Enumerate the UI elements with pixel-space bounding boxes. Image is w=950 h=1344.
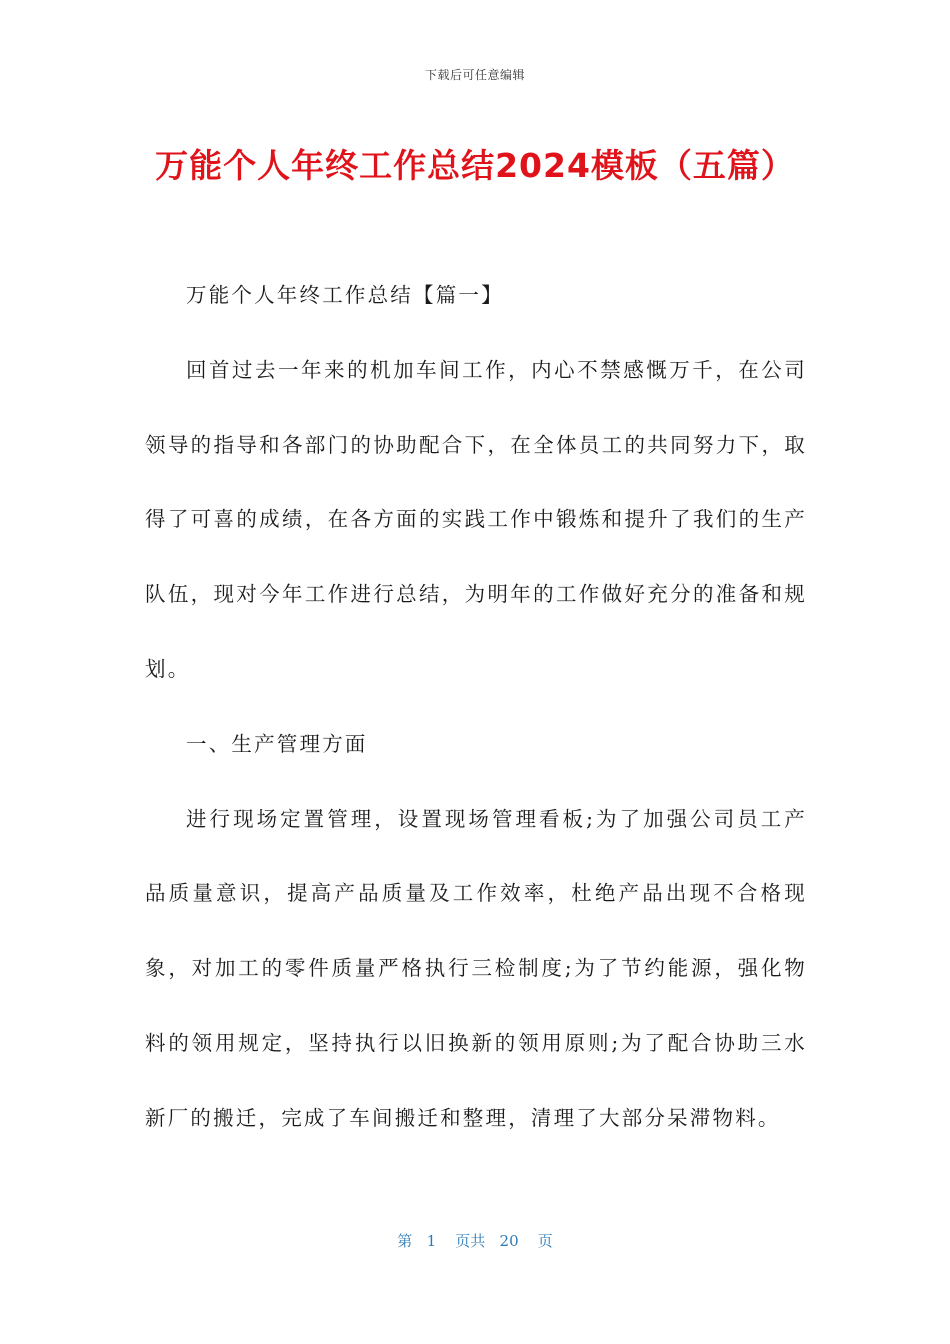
footer-page-number: 1	[426, 1232, 437, 1250]
footer-page-label: 第	[397, 1232, 413, 1250]
footer-page-middle: 页共	[455, 1232, 486, 1250]
page-footer	[0, 1230, 950, 1251]
header-note: 下载后可任意编辑	[424, 68, 525, 82]
section-heading-part-one: 万能个人年终工作总结【篇一】	[186, 283, 504, 307]
footer-page-suffix: 页	[537, 1232, 553, 1250]
footer-total-pages: 20	[499, 1232, 519, 1250]
document-body	[145, 258, 807, 1156]
document-title: 万能个人年终工作总结2024模板（五篇）	[155, 146, 795, 185]
section-heading-production-management: 一、生产管理方面	[186, 731, 368, 756]
body-paragraph: 回首过去一年来的机加车间工作，内心不禁感慨万千，在公司领导的指导和各部门的协助配合下，在全体员工的共同努力下，取得了可喜的成绩，在各方面的实践工作中锻炼和提升了我们的生产队伍，现对今年工作进行总结，为明年的工作做好充分的准备和规划。	[145, 357, 807, 681]
body-paragraph: 进行现场定置管理，设置现场管理看板;为了加强公司员工产品质量意识，提高产品质量及工作效率，杜绝产品出现不合格现象，对加工的零件质量严格执行三检制度;为了节约能源，强化物料的领用规定，坚持执行以旧换新的领用原则;为了配合协助三水新厂的搬迁，完成了车间搬迁和整理，清理了大部分呆滞物料。	[145, 806, 807, 1130]
